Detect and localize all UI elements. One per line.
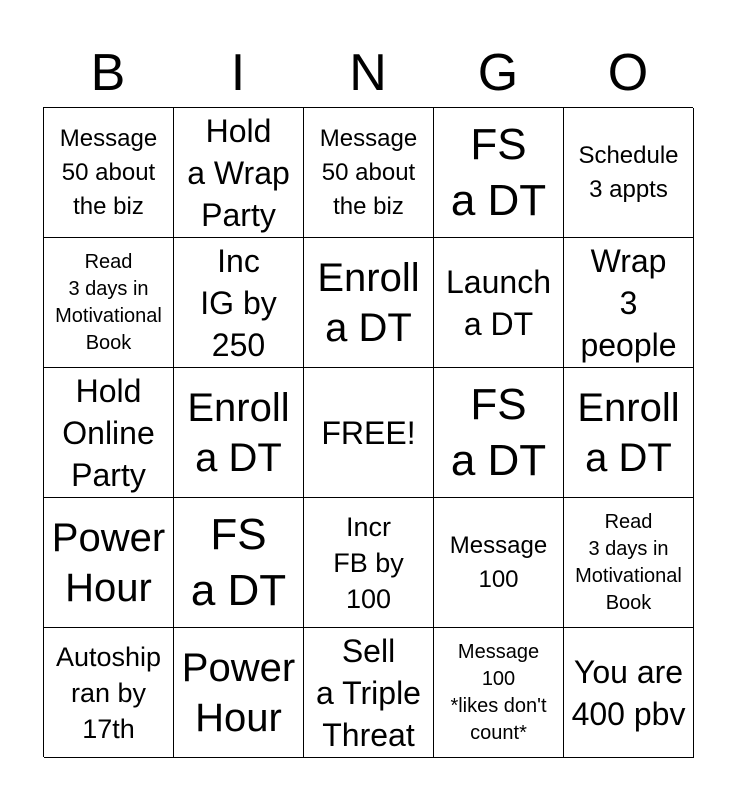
cell-text: Incr FB by 100 <box>333 511 404 614</box>
cell-text: FS a DT <box>450 119 547 225</box>
bingo-cell[interactable] <box>174 498 304 628</box>
cell-text: FREE! <box>321 414 416 451</box>
bingo-cell[interactable] <box>434 498 564 628</box>
header-letter-n: N <box>349 44 387 102</box>
header-letter-i: I <box>230 44 246 102</box>
bingo-cell[interactable] <box>44 238 174 368</box>
bingo-cell[interactable] <box>564 368 694 498</box>
bingo-cell[interactable] <box>174 238 304 368</box>
cell-text: Wrap 3 people <box>580 242 677 363</box>
bingo-cell[interactable] <box>564 498 694 628</box>
bingo-cell[interactable] <box>44 368 174 498</box>
bingo-cell[interactable] <box>564 238 694 368</box>
cell-text: Sell a Triple Threat <box>316 632 421 753</box>
bingo-cell[interactable] <box>174 628 304 758</box>
cell-text: Autoship ran by 17th <box>55 641 162 744</box>
cell-text: Message 100 <box>449 531 548 593</box>
cell-text: Power Hour <box>181 645 296 740</box>
cell-text: Read 3 days in Motivational Book <box>575 510 682 614</box>
bingo-cell[interactable] <box>304 498 434 628</box>
bingo-cell[interactable] <box>44 628 174 758</box>
bingo-cell[interactable] <box>564 108 694 238</box>
bingo-grid <box>43 107 693 757</box>
cell-text: Message 100 *likes don't count* <box>450 640 547 744</box>
cell-text: FS a DT <box>450 379 547 485</box>
cell-text: FS a DT <box>190 509 287 615</box>
cell-text: Schedule 3 appts <box>578 141 679 203</box>
bingo-cell[interactable] <box>434 238 564 368</box>
free-space-cell[interactable] <box>304 368 434 498</box>
bingo-cell[interactable] <box>564 628 694 758</box>
bingo-header <box>43 38 693 108</box>
cell-text: Inc IG by 250 <box>200 242 277 363</box>
header-letter-o: O <box>607 44 649 102</box>
cell-text: Enroll a DT <box>577 385 680 480</box>
cell-text: Enroll a DT <box>317 255 420 350</box>
cell-text: Message 50 about the biz <box>59 124 158 220</box>
cell-text: Launch a DT <box>446 263 551 342</box>
cell-text: Hold a Wrap Party <box>187 112 290 233</box>
cell-text: Message 50 about the biz <box>319 124 418 220</box>
bingo-cell[interactable] <box>434 108 564 238</box>
cell-text: Hold Online Party <box>62 372 155 493</box>
bingo-cell[interactable] <box>44 498 174 628</box>
header-letter-g: G <box>477 44 519 102</box>
bingo-cell[interactable] <box>434 368 564 498</box>
bingo-cell[interactable] <box>304 238 434 368</box>
cell-text: Enroll a DT <box>187 385 290 480</box>
bingo-cell[interactable] <box>44 108 174 238</box>
bingo-cell[interactable] <box>434 628 564 758</box>
bingo-cell[interactable] <box>174 108 304 238</box>
bingo-cell[interactable] <box>304 628 434 758</box>
cell-text: You are 400 pbv <box>571 653 686 732</box>
cell-text: Power Hour <box>51 515 166 610</box>
cell-text: Read 3 days in Motivational Book <box>55 250 162 354</box>
header-letter-b: B <box>90 44 126 102</box>
bingo-cell[interactable] <box>174 368 304 498</box>
bingo-cell[interactable] <box>304 108 434 238</box>
